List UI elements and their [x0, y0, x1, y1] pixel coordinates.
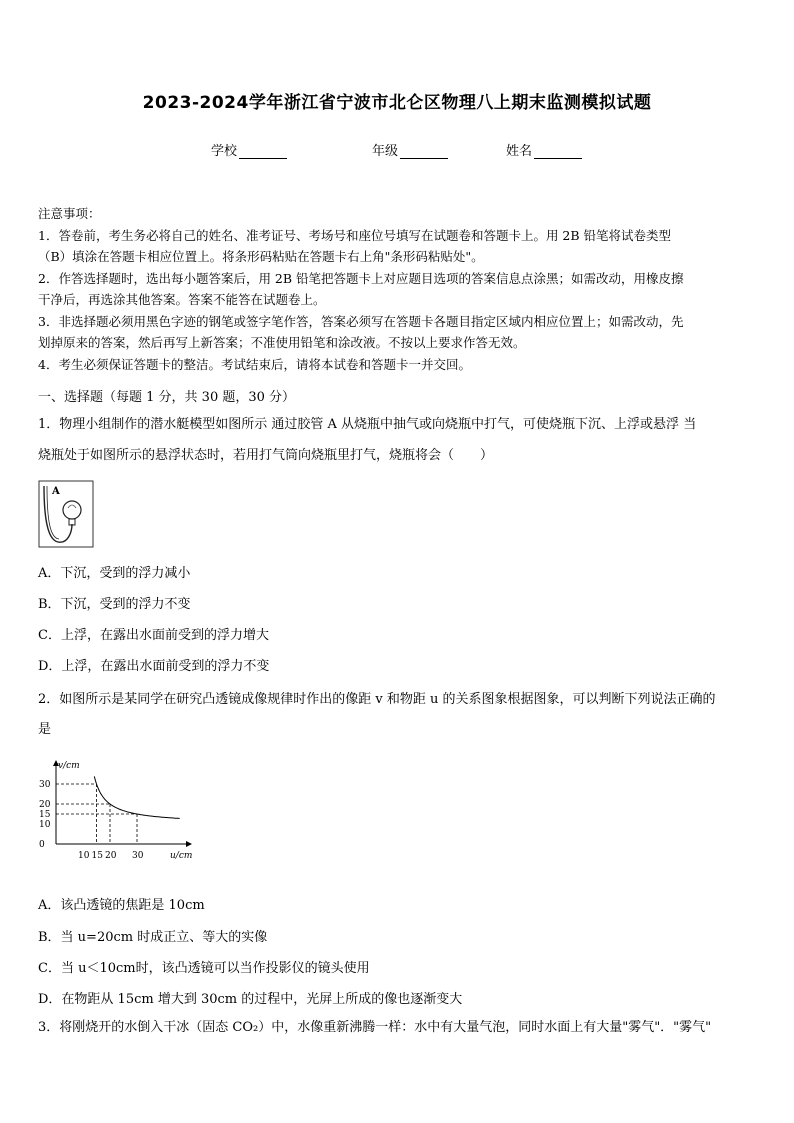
q2-option-a: A．该凸透镜的焦距是 10cm	[38, 898, 205, 913]
q1-line1: 1．物理小组制作的潜水艇模型如图所示 通过胶管 A 从烧瓶中抽气或向烧瓶中打气，可使烧瓶下沉、上浮或悬浮 当	[38, 417, 697, 432]
note-line: 1．答卷前，考生务必将自己的姓名、准考证号、考场号和座位号填写在试题卷和答题卡上。用 2B 铅笔将试卷类型	[38, 227, 672, 243]
school-label: 学校	[211, 144, 238, 159]
q1-option-c: C．上浮，在露出水面前受到的浮力增大	[38, 628, 269, 643]
q1-option-b: B．下沉，受到的浮力不变	[38, 597, 191, 612]
grade-blank	[400, 144, 448, 159]
x-tick-label: 30	[132, 851, 144, 861]
grade-label: 年级	[372, 144, 399, 159]
note-line: 3．非选择题必须用黑色字迹的钢笔或签字笔作答，答案必须写在答题卡各题目指定区域内相应位置上；如需改动，先	[38, 313, 684, 329]
name-field	[506, 140, 582, 159]
tube-label-a: A	[52, 486, 60, 497]
y-tick-label: 20	[39, 800, 51, 810]
q2-option-b: B．当 u=20cm 时成正立、等大的实像	[38, 930, 268, 945]
y-axis-label: v/cm	[58, 761, 80, 771]
x-axis-arrow	[186, 841, 192, 847]
q3-line1: 3．将刚烧开的水倒入干冰（固态 CO₂）中，水像重新沸腾一样：水中有大量气泡，同时水面上有大量"雾气"．"雾气"	[38, 1020, 712, 1035]
note-line: 干净后，再选涂其他答案。答案不能答在试题卷上。	[38, 292, 326, 307]
notes-heading: 注意事项：	[38, 206, 101, 221]
grade-field	[372, 140, 448, 159]
q2-line2: 是	[38, 722, 52, 737]
x-tick-label: 15	[91, 851, 103, 861]
note-line: 划掉原来的答案，然后再写上新答案；不准使用铅笔和涂改液。不按以上要求作答无效。	[38, 335, 526, 350]
q2-option-d: D．在物距从 15cm 增大到 30cm 的过程中，光屏上所成的像也逐渐变大	[38, 992, 463, 1007]
note-line: 4．考生必须保证答题卡的整洁。考试结束后，请将本试卷和答题卡一并交回。	[38, 356, 471, 372]
notes-block	[38, 203, 760, 375]
section-heading: 一、选择题（每题 1 分，共 30 题，30 分）	[38, 390, 296, 405]
q1-option-a: A．下沉，受到的浮力减小	[38, 566, 191, 581]
note-line: （B）填涂在答题卡相应位置上。将条形码粘贴在答题卡右上角"条形码粘贴处"。	[38, 249, 484, 264]
y-tick-label: 30	[39, 780, 51, 790]
name-label: 姓名	[506, 144, 533, 159]
school-blank	[239, 144, 287, 159]
q2-line1: 2．如图所示是某同学在研究凸透镜成像规律时作出的像距 v 和物距 u 的关系图象根据图象，可以判断下列说法正确的	[38, 692, 716, 707]
x-axis-label: u/cm	[170, 851, 193, 861]
note-line: 2．作答选择题时，选出每小题答案后，用 2B 铅笔把答题卡上对应题目选项的答案信息点涂黑；如需改动，用橡皮擦	[38, 270, 684, 286]
series-curve	[94, 776, 179, 818]
y-tick-label: 10	[39, 820, 51, 830]
school-field	[211, 140, 287, 159]
name-blank	[534, 144, 582, 159]
q1-option-d: D．上浮，在露出水面前受到的浮力不变	[38, 659, 270, 674]
q1-line2: 烧瓶处于如图所示的悬浮状态时，若用打气筒向烧瓶里打气，烧瓶将会（ ）	[38, 448, 494, 463]
flask	[63, 501, 81, 519]
submarine-model-figure	[38, 480, 94, 548]
q2-option-c: C．当 u＜10cm时，该凸透镜可以当作投影仪的镜头使用	[38, 961, 370, 976]
water-line	[68, 505, 76, 508]
x-tick-label: 10	[78, 851, 90, 861]
x-tick-label: 20	[105, 851, 117, 861]
y-tick-label: 0	[39, 840, 45, 850]
y-tick-label: 15	[39, 810, 51, 820]
page-title: 2023-2024学年浙江省宁波市北仑区物理八上期末监测模拟试题	[142, 93, 652, 113]
v-u-graph	[36, 756, 196, 880]
